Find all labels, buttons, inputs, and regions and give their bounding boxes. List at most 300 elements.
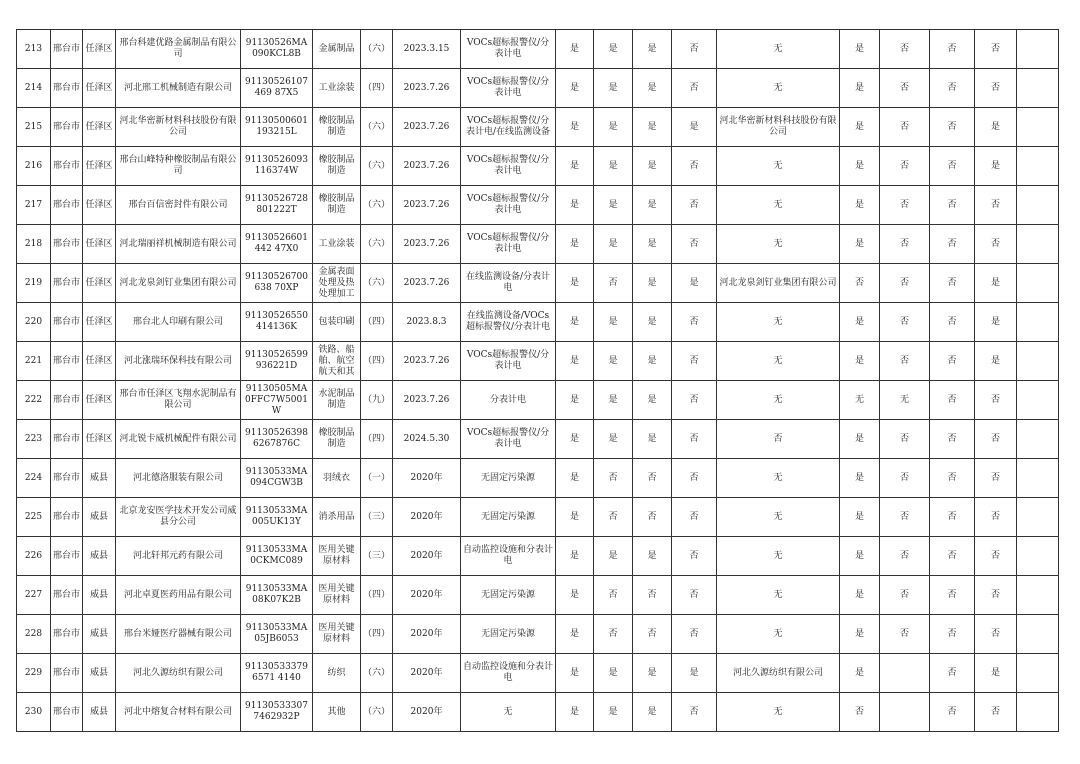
cell-f: 否 [880, 30, 930, 69]
cell-g: 否 [930, 264, 975, 303]
cell-empty [1017, 615, 1059, 654]
cell-d: 否 [672, 303, 717, 342]
cell-h: 是 [975, 654, 1017, 693]
cell-cls: （三） [361, 498, 393, 537]
cell-f: 否 [880, 537, 930, 576]
cell-g: 否 [930, 30, 975, 69]
cell-c: 否 [633, 615, 672, 654]
cell-monitor: VOCs超标报警仪/分表计电 [461, 69, 556, 108]
cell-b: 是 [594, 147, 633, 186]
cell-d: 否 [672, 381, 717, 420]
cell-g: 否 [930, 225, 975, 264]
cell-monitor: 无固定污染源 [461, 576, 556, 615]
cell-no: 218 [17, 225, 51, 264]
cell-e: 是 [840, 498, 880, 537]
cell-no: 225 [17, 498, 51, 537]
cell-monitor: 在线监测设备/分表计电 [461, 264, 556, 303]
cell-county: 威县 [83, 498, 116, 537]
cell-cls: （六） [361, 693, 393, 732]
cell-monitor: VOCs超标报警仪/分表计电 [461, 420, 556, 459]
cell-no: 227 [17, 576, 51, 615]
cell-e: 是 [840, 459, 880, 498]
table-row [17, 498, 1059, 537]
cell-city: 邢台市 [51, 186, 83, 225]
cell-a: 是 [556, 420, 594, 459]
cell-b: 否 [594, 264, 633, 303]
cell-name: 邢台北人印刷有限公司 [116, 303, 241, 342]
cell-no: 219 [17, 264, 51, 303]
cell-industry: 橡胶制品制造 [313, 108, 361, 147]
cell-empty [1017, 381, 1059, 420]
cell-e: 是 [840, 303, 880, 342]
cell-code: 91130526107469 87X5 [241, 69, 313, 108]
cell-date: 2023.7.26 [393, 381, 461, 420]
cell-a: 是 [556, 69, 594, 108]
cell-b: 是 [594, 69, 633, 108]
cell-industry: 医用关键原材料 [313, 576, 361, 615]
cell-operator: 无 [717, 147, 840, 186]
cell-county: 任泽区 [83, 186, 116, 225]
cell-f: 否 [880, 225, 930, 264]
cell-c: 是 [633, 303, 672, 342]
cell-industry: 纺织 [313, 654, 361, 693]
cell-county: 威县 [83, 537, 116, 576]
cell-cls: （六） [361, 186, 393, 225]
cell-city: 邢台市 [51, 342, 83, 381]
cell-f: 否 [880, 576, 930, 615]
cell-c: 是 [633, 30, 672, 69]
cell-name: 河北锐卡威机械配件有限公司 [116, 420, 241, 459]
cell-code: 91130533MA08K07K2B [241, 576, 313, 615]
cell-c: 是 [633, 108, 672, 147]
cell-county: 威县 [83, 654, 116, 693]
table-row [17, 69, 1059, 108]
cell-code: 91130526550414136K [241, 303, 313, 342]
cell-code: 91130526601442 47X0 [241, 225, 313, 264]
cell-empty [1017, 459, 1059, 498]
cell-cls: （六） [361, 108, 393, 147]
cell-f: 否 [880, 186, 930, 225]
cell-no: 226 [17, 537, 51, 576]
cell-a: 是 [556, 381, 594, 420]
cell-a: 是 [556, 576, 594, 615]
cell-city: 邢台市 [51, 537, 83, 576]
cell-industry: 医用关键原材料 [313, 537, 361, 576]
cell-cls: （六） [361, 147, 393, 186]
cell-county: 威县 [83, 576, 116, 615]
cell-a: 是 [556, 615, 594, 654]
cell-g: 否 [930, 69, 975, 108]
cell-county: 任泽区 [83, 303, 116, 342]
cell-b: 否 [594, 459, 633, 498]
cell-city: 邢台市 [51, 147, 83, 186]
table-row [17, 30, 1059, 69]
cell-operator: 河北华密新材料科技股份有限公司 [717, 108, 840, 147]
cell-code: 91130526093116374W [241, 147, 313, 186]
cell-no: 214 [17, 69, 51, 108]
cell-name: 北京龙安医学技术开发公司威县分公司 [116, 498, 241, 537]
cell-industry: 消杀用品 [313, 498, 361, 537]
cell-c: 是 [633, 186, 672, 225]
cell-empty [1017, 30, 1059, 69]
cell-f: 否 [880, 615, 930, 654]
cell-code: 91130533MA0CKMC089 [241, 537, 313, 576]
cell-b: 是 [594, 108, 633, 147]
cell-monitor: 无 [461, 693, 556, 732]
cell-monitor: VOCs超标报警仪/分表计电 [461, 147, 556, 186]
cell-date: 2023.7.26 [393, 108, 461, 147]
cell-operator: 无 [717, 615, 840, 654]
cell-cls: （四） [361, 342, 393, 381]
cell-name: 河北卓夏医药用品有限公司 [116, 576, 241, 615]
cell-f: 否 [880, 420, 930, 459]
table-row [17, 303, 1059, 342]
cell-g: 否 [930, 381, 975, 420]
cell-monitor: VOCs超标报警仪/分表计电 [461, 30, 556, 69]
cell-b: 是 [594, 654, 633, 693]
cell-empty [1017, 420, 1059, 459]
cell-b: 否 [594, 615, 633, 654]
cell-a: 是 [556, 225, 594, 264]
cell-b: 是 [594, 381, 633, 420]
cell-name: 河北涨瑞环保科技有限公司 [116, 342, 241, 381]
cell-h: 是 [975, 303, 1017, 342]
cell-a: 是 [556, 654, 594, 693]
cell-h: 否 [975, 459, 1017, 498]
cell-d: 否 [672, 537, 717, 576]
cell-h: 否 [975, 498, 1017, 537]
cell-operator: 无 [717, 498, 840, 537]
cell-e: 是 [840, 30, 880, 69]
cell-operator: 无 [717, 30, 840, 69]
cell-empty [1017, 498, 1059, 537]
cell-industry: 铁路、船舶、航空航天和其 [313, 342, 361, 381]
cell-no: 224 [17, 459, 51, 498]
cell-a: 是 [556, 147, 594, 186]
cell-county: 任泽区 [83, 342, 116, 381]
cell-c: 是 [633, 381, 672, 420]
cell-name: 河北德洛服装有限公司 [116, 459, 241, 498]
cell-empty [1017, 108, 1059, 147]
cell-e: 是 [840, 225, 880, 264]
cell-city: 邢台市 [51, 576, 83, 615]
cell-g: 否 [930, 303, 975, 342]
cell-city: 邢台市 [51, 264, 83, 303]
cell-operator: 无 [717, 342, 840, 381]
cell-county: 威县 [83, 693, 116, 732]
cell-empty [1017, 576, 1059, 615]
cell-no: 213 [17, 30, 51, 69]
cell-code: 91130533MA094CGW3B [241, 459, 313, 498]
cell-city: 邢台市 [51, 459, 83, 498]
cell-e: 否 [840, 264, 880, 303]
cell-date: 2023.7.26 [393, 225, 461, 264]
cell-b: 是 [594, 537, 633, 576]
table-body [17, 30, 1059, 732]
cell-county: 任泽区 [83, 264, 116, 303]
table-row [17, 186, 1059, 225]
cell-b: 是 [594, 342, 633, 381]
cell-e: 是 [840, 654, 880, 693]
cell-b: 否 [594, 576, 633, 615]
cell-name: 河北瑞丽祥机械制造有限公司 [116, 225, 241, 264]
cell-h: 否 [975, 30, 1017, 69]
cell-d: 否 [672, 459, 717, 498]
cell-industry: 橡胶制品制造 [313, 186, 361, 225]
cell-h: 否 [975, 69, 1017, 108]
cell-e: 否 [840, 693, 880, 732]
cell-cls: （一） [361, 459, 393, 498]
cell-no: 222 [17, 381, 51, 420]
cell-d: 否 [672, 30, 717, 69]
cell-g: 否 [930, 576, 975, 615]
cell-cls: （四） [361, 615, 393, 654]
cell-d: 否 [672, 420, 717, 459]
cell-county: 任泽区 [83, 225, 116, 264]
cell-f: 否 [880, 108, 930, 147]
cell-d: 否 [672, 147, 717, 186]
cell-d: 否 [672, 69, 717, 108]
cell-cls: （四） [361, 303, 393, 342]
cell-industry: 橡胶制品制造 [313, 420, 361, 459]
cell-f: 否 [880, 303, 930, 342]
table-row [17, 147, 1059, 186]
cell-g: 否 [930, 459, 975, 498]
table-row [17, 459, 1059, 498]
cell-e: 是 [840, 147, 880, 186]
cell-d: 是 [672, 108, 717, 147]
cell-city: 邢台市 [51, 420, 83, 459]
cell-date: 2020年 [393, 615, 461, 654]
cell-b: 否 [594, 498, 633, 537]
enterprise-list-table [16, 29, 1059, 732]
cell-industry: 工业涂装 [313, 225, 361, 264]
cell-h: 否 [975, 693, 1017, 732]
cell-monitor: 无固定污染源 [461, 459, 556, 498]
cell-monitor: VOCs超标报警仪/分表计电 [461, 225, 556, 264]
cell-date: 2023.7.26 [393, 69, 461, 108]
cell-c: 是 [633, 69, 672, 108]
cell-monitor: 自动监控设施和分表计电 [461, 537, 556, 576]
cell-date: 2023.7.26 [393, 186, 461, 225]
cell-cls: （六） [361, 30, 393, 69]
cell-operator: 河北久源纺织有限公司 [717, 654, 840, 693]
cell-e: 是 [840, 576, 880, 615]
cell-b: 是 [594, 30, 633, 69]
cell-b: 是 [594, 225, 633, 264]
cell-name: 邢台山峰特种橡胶制品有限公司 [116, 147, 241, 186]
cell-city: 邢台市 [51, 615, 83, 654]
cell-c: 是 [633, 264, 672, 303]
cell-f: 无 [880, 381, 930, 420]
cell-county: 任泽区 [83, 420, 116, 459]
cell-e: 是 [840, 420, 880, 459]
cell-d: 否 [672, 498, 717, 537]
cell-city: 邢台市 [51, 498, 83, 537]
cell-f [880, 654, 930, 693]
cell-cls: （四） [361, 420, 393, 459]
cell-date: 2020年 [393, 693, 461, 732]
cell-county: 任泽区 [83, 381, 116, 420]
table-row [17, 264, 1059, 303]
table-row [17, 108, 1059, 147]
cell-county: 任泽区 [83, 69, 116, 108]
cell-g: 否 [930, 693, 975, 732]
cell-name: 河北华密新材料科技股份有限公司 [116, 108, 241, 147]
cell-operator: 否 [717, 420, 840, 459]
cell-c: 是 [633, 225, 672, 264]
cell-monitor: 无固定污染源 [461, 498, 556, 537]
table-row [17, 342, 1059, 381]
cell-operator: 无 [717, 69, 840, 108]
cell-g: 否 [930, 615, 975, 654]
cell-operator: 无 [717, 186, 840, 225]
cell-empty [1017, 186, 1059, 225]
cell-g: 否 [930, 147, 975, 186]
cell-code: 911305333077462932P [241, 693, 313, 732]
cell-code: 91130533MA05JB6053 [241, 615, 313, 654]
cell-empty [1017, 654, 1059, 693]
cell-a: 是 [556, 264, 594, 303]
cell-date: 2020年 [393, 498, 461, 537]
cell-b: 是 [594, 693, 633, 732]
cell-g: 否 [930, 498, 975, 537]
cell-county: 威县 [83, 615, 116, 654]
table-row [17, 654, 1059, 693]
cell-code: 911305333796571 4140 [241, 654, 313, 693]
cell-g: 否 [930, 108, 975, 147]
cell-code: 91130526728801222T [241, 186, 313, 225]
cell-empty [1017, 264, 1059, 303]
cell-h: 是 [975, 264, 1017, 303]
cell-name: 河北中熔复合材料有限公司 [116, 693, 241, 732]
cell-d: 是 [672, 654, 717, 693]
cell-a: 是 [556, 108, 594, 147]
cell-h: 否 [975, 381, 1017, 420]
cell-name: 河北轩邦元药有限公司 [116, 537, 241, 576]
cell-code: 91130505MA0FFC7W5001W [241, 381, 313, 420]
cell-industry: 金属表面处理及热处理加工 [313, 264, 361, 303]
cell-a: 是 [556, 693, 594, 732]
cell-empty [1017, 147, 1059, 186]
cell-c: 是 [633, 147, 672, 186]
cell-operator: 河北龙泉剑钉业集团有限公司 [717, 264, 840, 303]
cell-e: 无 [840, 381, 880, 420]
cell-monitor: VOCs超标报警仪/分表计电/在线监测设备 [461, 108, 556, 147]
cell-county: 任泽区 [83, 30, 116, 69]
cell-f: 否 [880, 342, 930, 381]
cell-date: 2020年 [393, 537, 461, 576]
cell-city: 邢台市 [51, 693, 83, 732]
cell-f: 否 [880, 147, 930, 186]
cell-code: 911305263986267876C [241, 420, 313, 459]
cell-operator: 无 [717, 576, 840, 615]
cell-monitor: 分表计电 [461, 381, 556, 420]
cell-no: 228 [17, 615, 51, 654]
cell-date: 2020年 [393, 576, 461, 615]
cell-d: 是 [672, 264, 717, 303]
cell-d: 否 [672, 576, 717, 615]
cell-industry: 水泥制品制造 [313, 381, 361, 420]
cell-f: 否 [880, 264, 930, 303]
cell-h: 否 [975, 420, 1017, 459]
cell-c: 是 [633, 654, 672, 693]
cell-operator: 无 [717, 537, 840, 576]
cell-name: 河北龙泉剑钉业集团有限公司 [116, 264, 241, 303]
cell-c: 是 [633, 693, 672, 732]
cell-industry: 羽绒衣 [313, 459, 361, 498]
cell-h: 否 [975, 537, 1017, 576]
cell-monitor: 在线监测设备/VOCs超标报警仪/分表计电 [461, 303, 556, 342]
cell-a: 是 [556, 498, 594, 537]
cell-g: 否 [930, 537, 975, 576]
cell-industry: 金属制品 [313, 30, 361, 69]
cell-name: 河北邢工机械制造有限公司 [116, 69, 241, 108]
cell-a: 是 [556, 342, 594, 381]
cell-h: 是 [975, 147, 1017, 186]
cell-no: 223 [17, 420, 51, 459]
cell-county: 任泽区 [83, 147, 116, 186]
cell-c: 是 [633, 420, 672, 459]
cell-city: 邢台市 [51, 381, 83, 420]
cell-h: 否 [975, 576, 1017, 615]
table-row [17, 225, 1059, 264]
cell-monitor: VOCs超标报警仪/分表计电 [461, 186, 556, 225]
cell-a: 是 [556, 186, 594, 225]
cell-a: 是 [556, 537, 594, 576]
cell-industry: 医用关键原材料 [313, 615, 361, 654]
cell-operator: 无 [717, 459, 840, 498]
cell-monitor: 自动监控设施和分表计电 [461, 654, 556, 693]
cell-a: 是 [556, 30, 594, 69]
cell-date: 2023.7.26 [393, 147, 461, 186]
cell-city: 邢台市 [51, 30, 83, 69]
cell-f: 否 [880, 498, 930, 537]
cell-name: 邢台科建优路金属制品有限公司 [116, 30, 241, 69]
cell-empty [1017, 342, 1059, 381]
cell-code: 91130526700638 70XP [241, 264, 313, 303]
cell-code: 91130526599936221D [241, 342, 313, 381]
cell-cls: （六） [361, 654, 393, 693]
table-row [17, 615, 1059, 654]
cell-city: 邢台市 [51, 69, 83, 108]
cell-city: 邢台市 [51, 225, 83, 264]
cell-name: 河北久源纺织有限公司 [116, 654, 241, 693]
cell-date: 2020年 [393, 654, 461, 693]
cell-operator: 无 [717, 225, 840, 264]
cell-c: 是 [633, 537, 672, 576]
cell-industry: 工业涂装 [313, 69, 361, 108]
cell-operator: 无 [717, 693, 840, 732]
cell-h: 否 [975, 186, 1017, 225]
cell-b: 是 [594, 303, 633, 342]
cell-d: 否 [672, 615, 717, 654]
cell-no: 215 [17, 108, 51, 147]
cell-a: 是 [556, 303, 594, 342]
cell-empty [1017, 303, 1059, 342]
cell-e: 是 [840, 537, 880, 576]
cell-no: 229 [17, 654, 51, 693]
table-row [17, 537, 1059, 576]
cell-name: 邢台市任泽区飞翔水泥制品有限公司 [116, 381, 241, 420]
cell-a: 是 [556, 459, 594, 498]
table-row [17, 420, 1059, 459]
cell-county: 威县 [83, 459, 116, 498]
cell-cls: （六） [361, 264, 393, 303]
cell-g: 否 [930, 420, 975, 459]
cell-b: 是 [594, 420, 633, 459]
cell-h: 否 [975, 225, 1017, 264]
